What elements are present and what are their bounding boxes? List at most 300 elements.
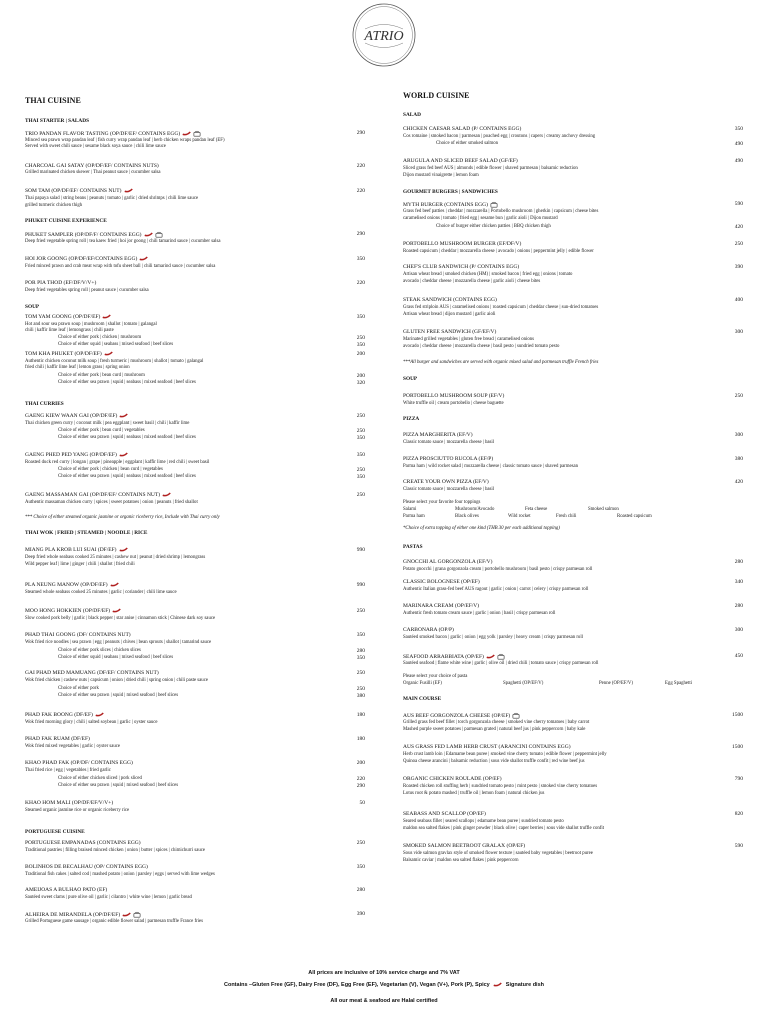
dish-name [403,744,571,750]
dish-description-text: Traditional fish cakes | salted cod | mashed potato | onion | parsley | eggs | served with lime wedges [25,872,215,877]
dish-name [25,492,171,498]
dish-description [25,144,166,149]
dish-description-text: Seared seabass fillet | seared scallops | edamame bean puree | sundried tomato pesto [403,819,564,824]
dish-price: 250 [356,670,365,676]
dish-price: 990 [356,547,365,553]
dish-description [403,272,572,277]
dish-description-text: Minced sea prawn wrap pandan leaf | fish curry wrap pandan leaf | herb chicken wraps pandan leaf (EF) [25,138,225,143]
dish-description [403,401,504,406]
chili-icon [119,452,128,457]
dish-name-text: STEAK SANDWICH (CONTAINS EGG) [403,297,497,303]
dish-description-text: Fried minced prawn and crab meat wrap with tofu sheet ball | chili tamarind sauce | cucumber salsa [25,264,216,269]
dish-name [403,579,480,585]
dish-name [403,264,519,270]
dish-price: 350 [356,256,365,262]
category-heading [403,376,417,382]
chili-icon [110,582,119,587]
dish-name [25,670,159,676]
dish-description-text: Deep fried vegetable spring roll | tea kaew fried | hoi jor goong | chili tamarind sauce | cucumber salsa [25,239,221,244]
dish-price: 590 [734,843,743,849]
dish-name [25,864,148,870]
dish-price: 250 [356,840,365,846]
chili-icon [122,912,131,917]
dish-name [25,163,159,169]
dish-description [403,727,585,732]
category-heading [403,112,421,118]
dish-price: 350 [356,452,365,458]
dish-option-text: Choice of either pork | bean curd | mushroom [58,373,145,378]
dish-name-text: TOM KHA PHUKET (OP/DF/EF) [25,351,102,357]
dish-description [25,359,203,364]
dish-price: 590 [734,201,743,207]
dish-description-text: Authentic chicken coconut milk soup | fresh turmeric | mushroom | shallot | tomato | galangal [25,359,204,364]
menu-note-text: ***All burger and sandwiches are served with organic mixed salad and parmesan truffle French fries [403,360,599,365]
dish-name-text: PIZZA MARGHERITA (EF/V) [403,432,473,438]
option-cell: Fresh chili [556,514,577,519]
dish-description [403,858,519,863]
option-cell: Penne (OP/EF/V) [599,681,633,686]
option-cell: Feta cheese [525,507,548,512]
menu-note-text: *** Choice of either steamed organic jasmine or organic riceberry rice, Include with Thai curry only [25,515,220,520]
dish-option [436,141,498,146]
dish-description [403,173,479,178]
dish-price: 290 [356,231,365,237]
dish-name [25,632,131,638]
dish-description [25,808,129,813]
dish-name-text: CHARCOAL GAI SATAY (OP/DF/EF/ CONTAINS NUTS) [25,163,159,169]
dish-description [25,768,111,773]
dish-price: 340 [734,579,743,585]
dish-option [58,335,141,340]
category-heading-text: GOURMET BURGERS | SANDWICHES [403,189,498,195]
dish-description [25,421,189,426]
dish-description [403,312,496,317]
dish-name [25,547,128,553]
dish-description-text: Deep fried vegetables spring roll | peanut sauce | cucumber salsa [25,288,149,293]
dish-description-text: Grilled Portuguese game sausage | organic edible flower salad | parmesan truffle France fries [25,919,203,924]
dish-name-text: SOM TAM (OP/DF/EF/ CONTAINS NUT) [25,188,122,194]
dish-description-text: Sautéed seafood | flame white wine | garlic | olive oil | dried chili | tomato sauce | crispy parmesan roll [403,661,599,666]
dish-description-text: Classic tomato sauce | mozzarella cheese | basil [403,440,495,445]
dish-description [403,791,544,796]
dish-description-text: Dijon mustard vinaigrette | lemon foam [403,173,479,178]
dish-name-text: GAENG MASSAMAN GAI (OP/DF/EF/ CONTAINS NUT) [25,492,161,498]
dish-name-text: MOO HONG HOKKIEN (OP/DF/EF) [25,608,111,614]
dish-name-text: GAENG PHED PED YANG (OP/DF/EF) [25,452,117,458]
dish-description-text: Classic tomato sauce | mozzarella cheese | basil [403,487,495,492]
option-cell: Organic Fusilli (EF) [403,681,442,686]
signature-dish-icon [497,653,505,660]
dish-description-text: grilled turmeric chicken thigh [25,203,83,208]
dish-description-text: Artisan wheat bread | smoked chicken (HM) | smoked bacon | fried egg | onions | tomato [403,272,573,277]
dish-description [403,305,598,310]
dish-description [25,590,177,595]
dish-description [25,640,211,645]
dish-name-text: GAENG KIEW WAAN GAI (OP/DF/EF) [25,413,118,419]
dish-description [25,239,221,244]
dish-name [25,760,133,766]
dish-description [25,460,209,465]
category-heading [403,189,498,195]
dish-option [58,373,145,378]
dish-option [58,435,196,440]
dish-price: 200 [356,351,365,357]
dish-description [25,562,135,567]
dish-description-text: Please select your choice of pasta [403,674,468,679]
dish-name [25,351,113,357]
category-heading-text: THAI CURRIES [25,401,64,407]
dish-name-text: AMEIJOAS A BULHAO PATO (EF) [25,887,108,893]
dish-option [58,428,145,433]
dish-option-text: Choice of either pork | chicken | bean curd | vegetables [58,467,163,472]
chili-icon [102,314,111,319]
chili-icon [493,982,502,987]
chili-icon [486,654,495,659]
dish-description-text: Authentic massaman chicken curry | spices | sweet potatoes | onion | peanuts | fried shallot [25,500,198,505]
signature-dish-icon [133,911,141,918]
category-heading-text: PHUKET CUISINE EXPERIENCE [25,218,107,224]
dish-name-text: PIZZA PROSCIUTTO RUCOLA (EF/P) [403,456,494,462]
dish-option [58,342,173,347]
dish-price: 200 [356,373,365,379]
dish-price: 220 [356,280,365,286]
dish-price: 450 [734,653,743,659]
dish-description [403,851,593,856]
dish-option-text: Choice of either sea prawn | squid | mixed seafood | beef slices [58,693,179,698]
dish-option [58,380,196,385]
dish-price: 220 [356,188,365,194]
dish-name-text: PHAD FAK RUAM (DF/EF) [25,736,90,742]
dish-name [403,811,486,817]
dish-description-text: Wok fried morning glory | chili | salted soybean | garlic | oyster sauce [25,720,158,725]
dish-description-text: Steamed organic jasmine rice or organic riceberry rice [25,808,130,813]
dish-price: 280 [356,887,365,893]
dish-description [25,616,215,621]
dish-price: 280 [734,559,743,565]
dish-price: 50 [359,800,365,806]
dish-name-text: ARUGULA AND SLICED BEEF SALAD (GF/EF) [403,158,518,164]
dish-option-text: Choice of either pork | chicken | mushroom [58,335,142,340]
dish-option [58,783,178,788]
dish-name [25,314,111,320]
dish-description [25,919,203,924]
dish-price: 790 [734,776,743,782]
category-heading-text: SOUP [25,304,40,310]
dish-name [25,130,201,137]
dish-description-text: Quinoa cheese arancini | balsamic reduction | sous vide shallot truffle confit | red wine beef jus [403,759,585,764]
dish-description-text: Potato gnocchi | grana gorgonzola cream | portobello mushroom | basil pesto | crispy parmesan roll [403,567,593,572]
dish-description-text: White truffle oil | cream portobello | cheese baguette [403,401,504,406]
dish-description [25,678,208,683]
dish-option-text: Choice of either sea prawn | squid | seabass | mixed seafood | beef slices [58,435,196,440]
dish-description-text: Grass fed beef patties | cheddar | mozzarella | Portobello mushroom | gherkin | capsicum | cheese bites [403,209,599,214]
option-cell: Smoked salmon [588,507,619,512]
chili-icon [119,413,128,418]
signature-dish-icon [512,712,520,719]
dish-description-text: Thai papaya salad | string beans | peanuts | tomato | garlic | dried shrimps | chili lime sauce [25,196,199,201]
dish-description [25,328,114,333]
dish-name [403,776,502,782]
dish-description [25,744,120,749]
dish-description-text: Wok fried mixed vegetables | garlic | oyster sauce [25,744,121,749]
dish-name-text: MIANG PLA KROB LUI SUAI (DF/EF) [25,547,117,553]
dish-option [58,686,99,691]
dish-description [403,826,604,831]
dish-name-text: KHAO PHAD FAK (OP/DF/ CONTAINS EGG) [25,760,133,766]
dish-description [25,872,215,877]
dish-description [403,249,594,254]
dish-price: 300 [734,329,743,335]
dish-name-text: CLASSIC BOLOGNESE (OP/EF) [403,579,480,585]
dish-description-text: Wok fried rice noodles | sea prawn | egg | peanuts | chives | bean sprouts | shallot | tamarind sauce [25,640,212,645]
dish-description-text: Roasted capsicum | cheddar | mozzarella cheese | avocado | onions | peppermint jelly | edible flower [403,249,594,254]
dish-price: 320 [356,380,365,386]
category-heading [25,304,39,310]
dish-name-text: TOM YAM GOONG (OP/DF/EF) [25,314,101,320]
dish-price: 990 [356,582,365,588]
dish-description [25,288,149,293]
dish-price: 250 [356,335,365,341]
category-heading [25,401,64,407]
option-cell: Mushroom/Avocado [455,507,495,512]
dish-option-text: Choice of either pork [58,686,99,691]
dish-price: 350 [356,632,365,638]
dish-price: 820 [734,811,743,817]
dish-option-text: Choice of either sea prawn | squid | mixed seafood | beef slices [58,783,179,788]
dish-name [25,413,128,419]
dish-name [403,479,489,485]
dish-name-text: PHAD THAI GOONG (DF/ CONTAINS NUT) [25,632,131,638]
chili-icon [95,712,104,717]
dish-name [403,158,518,164]
dish-price: 380 [356,693,365,699]
dish-description-text: Artisan wheat bread | dijon mustard | garlic aioli [403,312,496,317]
dish-description [25,555,205,560]
category-heading-text: PASTAS [403,544,423,550]
dish-price: 490 [734,158,743,164]
dish-description [403,440,494,445]
dish-description [403,611,556,616]
dish-name [403,126,521,132]
dish-description [403,337,534,342]
dish-name-text: CHICKEN CAESAR SALAD (P/ CONTAINS EGG) [403,126,522,132]
dish-name-text: PHUKET SAMPLER (OP/DF/F/ CONTAINS EGG) [25,231,142,238]
dish-description-text: Grilled marinated chicken skewer | Thai peanut sauce | cucumber salsa [25,170,161,175]
dish-description-text: Cos romaine | smoked bacon | parmesan | poached egg | croutons | capers | creamy anchovy dressing [403,134,596,139]
category-heading [25,118,89,124]
dish-option-text: Choice of either pork | bean curd | vegetables [58,428,145,433]
dish-price: 350 [356,864,365,870]
dish-description-text: Wok fried chicken | cashew nuts | capsicum | onion | dried chili | spring onion | chili paste sauce [25,678,208,683]
dish-description [25,264,215,269]
dish-price: 400 [734,297,743,303]
menu-note [25,515,220,520]
dish-name-text: CHEF'S CLUB SANDWICH (P/ CONTAINS EGG) [403,264,520,270]
dish-price: 350 [734,126,743,132]
dish-description [25,138,225,143]
menu-note [403,360,598,365]
chili-icon [124,188,133,193]
dish-description [25,365,130,370]
dish-description-text: Sliced grass fed beef AUS | almonds | edible flower | shaved parmesan | balsamic reduction [403,166,578,171]
category-heading [403,416,419,422]
dish-option-text: Choice of either smoked salmon [436,141,499,146]
category-heading-text: SOUP [403,376,418,382]
dish-description [403,134,595,139]
dish-price: 350 [356,342,365,348]
dish-name [25,608,121,614]
dish-price: 250 [734,393,743,399]
dish-description-text: Deep fried whole seabass cooked 25 minutes | cashew nut | peanut | dried shrimp | lemongrass [25,555,206,560]
dish-description [403,720,589,725]
option-cell: Spaghetti (OP/EF/V) [503,681,544,686]
dish-description-text: Thai chicken green curry | coconut milk | pea eggplant | sweet basil | chili | kaffir lime [25,421,190,426]
legend-signature-label: Signature dish [505,982,544,988]
dish-name [25,280,96,286]
dish-description-text: Balsamic caviar | maldon sea salted flakes | pink peppercorn [403,858,519,863]
dish-option-text: Choice of either squid | seabass | mixed seafood | beef slices [58,655,174,660]
signature-dish-icon [193,130,201,137]
dish-name-text: AUS BEEF GORGONZOLA CHEESE (OP/EF) [403,712,511,719]
dish-name [403,241,521,247]
legend-text: Contains –Gluten Free (GF), Dairy Free (DF), Egg Free (EF), Vegetarian (V), Vegan (V+), Pork (P), Spicy [223,982,490,988]
dish-option [58,693,178,698]
dish-name-text: BOLINHOS DE BECALHAU (OP/ CONTAINS EGG) [25,864,148,870]
dish-option-text: Choice of either pork slices | chicken slices [58,648,141,653]
dish-description-text: avocado | cheddar cheese | mozzarella cheese | garlic aioli | cheese bites [403,279,541,284]
dish-price: 1500 [732,712,743,718]
dish-description-text: fried chili | kaffir lime leaf | lemon grass | spring onion [25,365,130,370]
category-heading-text: PIZZA [403,416,420,422]
dish-name [403,843,525,849]
option-cell: Egg Spaghetti [665,681,693,686]
dish-description-text: Slow cooked pork belly | garlic | black pepper | star anise | cinnamon stick | Chinese dark soy sauce [25,616,216,621]
dish-description [403,819,564,824]
dish-name-text: SEABASS AND SCALLOP (OP/EF) [403,811,486,817]
dish-description-text: Parma ham | wild rocket salad | mozzarella cheese | classic tomato sauce | shaved parmesan [403,464,578,469]
option-cell: Parma ham [403,514,425,519]
option-cell: Black olives [455,514,479,519]
dish-description [25,170,161,175]
dish-description [403,209,598,214]
dish-description [403,279,540,284]
dish-price: 250 [734,241,743,247]
dish-price: 290 [356,783,365,789]
dish-name [25,231,163,238]
signature-dish-icon [155,231,163,238]
dish-name [403,297,497,303]
dish-name-text: MARINARA CREAM (OP/EF/V) [403,603,480,609]
dish-description-text: caramelised onions | tomato | fried egg | sesame bun | garlic aioli | Dijon mustard [403,216,558,221]
chili-icon [139,256,148,261]
dish-description [403,587,588,592]
dish-name [403,712,520,719]
dish-description-text: avocado | cheddar cheese | mozzarella cheese | basil pesto | sundried tomato pesto [403,344,560,349]
dish-description-text: Traditional pastries | filling braised minced chicken | onion | butter | spices | chimichurri sauce [25,848,206,853]
dish-name [25,188,133,194]
dish-name-text: AUS GRASS FED LAMB HERB CRUST (ARANCINI CONTAINS EGG) [403,744,571,750]
dish-price: 350 [356,314,365,320]
chili-icon [162,492,171,497]
dish-description [403,500,480,505]
dish-price: 350 [356,435,365,441]
menu-note [403,526,560,531]
dish-price: 220 [356,163,365,169]
dish-option-text: Choice of either chicken sliced | pork sliced [58,776,142,781]
option-cell: Roasted capsicum [617,514,652,519]
dish-name-text: PHAD FAK BOONG (DF/EF) [25,712,93,718]
dish-description-text: Grass fed striploin AUS | caramelised onions | roasted capsicum | cheddar cheese | sun-dried tomatoes [403,305,599,310]
dish-description-text: Thai fried rice | egg | vegetables | fried garlic [25,768,111,773]
dish-name-text: TRIO PANDAN FLAVOR TASTING (OP/DF/EF/ CONTAINS EGG) [25,130,181,137]
dish-description-text: Roasted duck red curry | longan | grape | pineapple | eggplant | kaffir lime | red chili | sweet basil [25,460,210,465]
dish-price: 220 [356,776,365,782]
dish-name [25,887,107,893]
dish-price: 420 [734,479,743,485]
dish-name-text: GNOCCHI AL GORGONZOLA (EF/V) [403,559,493,565]
category-heading [25,829,85,835]
category-heading [25,530,147,536]
dish-name [25,582,119,588]
dish-option [436,224,551,229]
dish-price: 390 [734,264,743,270]
dish-name-text: HOI JOR GOONG (OP/DF/EF/CONTAINS EGG) [25,256,138,262]
dish-description [25,848,205,853]
section-title-thai: THAI CUISINE [25,96,81,105]
dish-description [25,895,192,900]
dish-price: 300 [734,432,743,438]
dish-name-text: PLA NEUNG MANOW (OP/DF/EF) [25,582,108,588]
dish-option-text: Choice of burger either chicken patties | BBQ chicken thigh [436,224,551,229]
dish-name [25,911,141,918]
dish-name [25,452,128,458]
dish-price: 280 [734,603,743,609]
category-heading-text: THAI STARTER | SALADS [25,118,90,124]
dish-description [403,166,578,171]
dish-name [403,627,454,633]
chili-icon [182,131,191,136]
dish-price: 380 [734,456,743,462]
footer-legend [0,982,768,988]
category-heading [403,544,423,550]
dish-price: 1500 [732,744,743,750]
dish-name-text: PORTOBELLO MUSHROOM BURGER (EF/DF/V) [403,241,522,247]
dish-description-text: maldon sea salted flakes | pink ginger powder | black olive | caper berries | sous vide shallot truffle confit [403,826,605,831]
dish-name-text: ORGANIC CHICKEN ROULADE (OP/EF) [403,776,502,782]
dish-name [25,712,104,718]
dish-description-text: Hot and sour sea prawn soup | mushroom | shallot | tomato | galangal [25,322,157,327]
dish-description [403,784,597,789]
dish-name [403,559,492,565]
option-cell: Wild rocket [508,514,531,519]
dish-price: 250 [356,428,365,434]
dish-description-text: Lotus root & potato mashed | truffle oil | lemon foam | natural chicken jus [403,791,545,796]
logo-text: ATRIO [364,29,404,44]
dish-option [58,467,163,472]
dish-option-text: Choice of either squid | seabass | mixed seafood | beef slices [58,342,174,347]
category-heading [25,218,107,224]
dish-description-text: Served with sweet chili sauce | sesame black soya sauce | chili lime sauce [25,144,166,149]
dish-description-text: Authentic Italian grass-fed beef AUS ragout | garlic | onion | carrot | celery | crispy parmesan roll [403,587,589,592]
dish-option [58,474,196,479]
dish-description-text: Grilled grass fed beef fillet | torch gorgonzola cheese | smoked vine cherry tomatoes | baby carrot [403,720,590,725]
category-heading-text: SALAD [403,112,421,118]
dish-option-text: Choice of either sea prawn | squid | seabass | mixed seafood | beef slices [58,380,196,385]
dish-name [403,201,498,208]
dish-description-text: Marinated grilled vegetables | gluten free bread | caramelised onions [403,337,534,342]
dish-name-text: KHAO HOM MALI (OP/DF/EF/V/V+) [25,800,114,806]
dish-description [403,464,578,469]
